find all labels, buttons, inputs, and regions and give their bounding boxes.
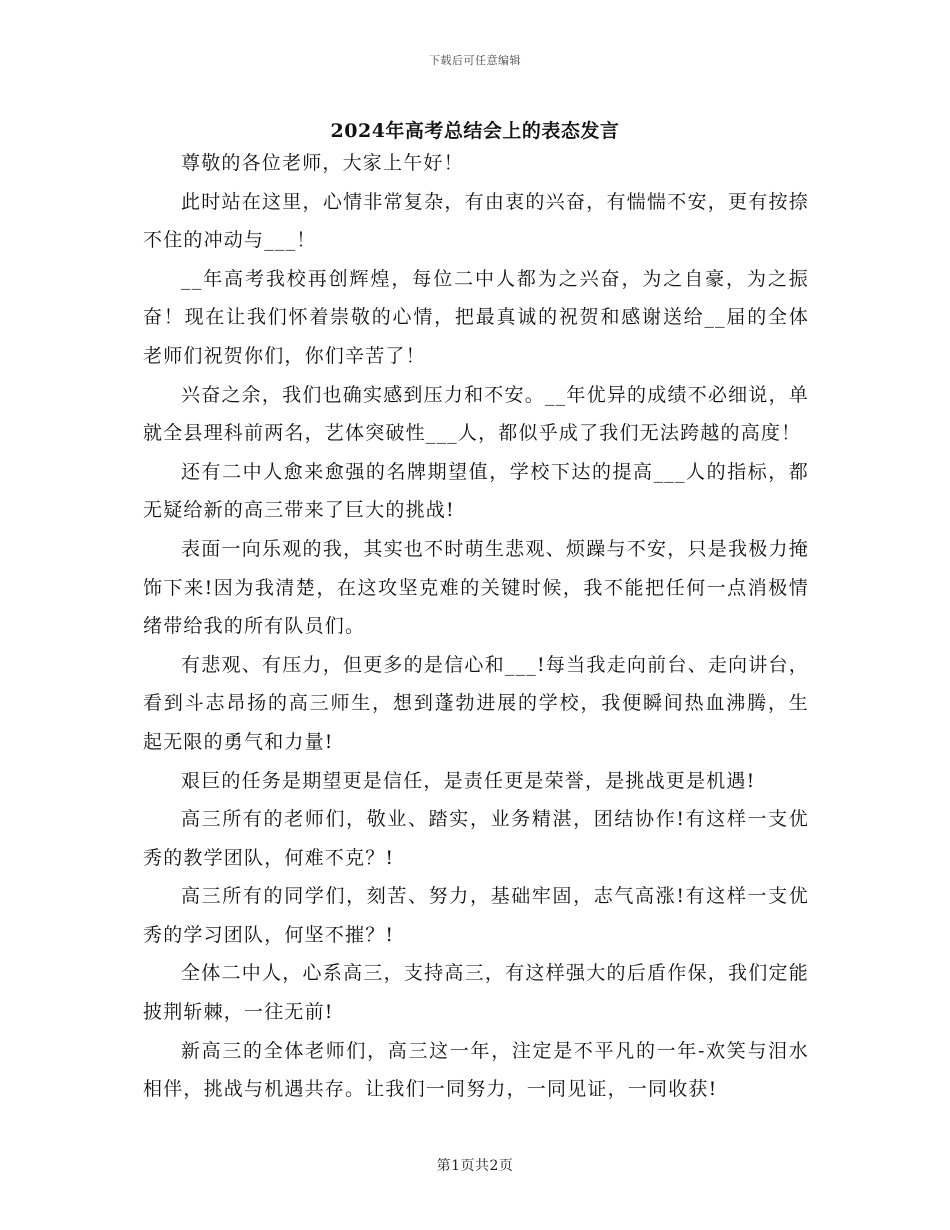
paragraph: 高三所有的老师们，敬业、踏实，业务精湛，团结协作!有这样一支优秀的教学团队，何难不克？! [143,808,809,869]
paragraph: __年高考我校再创辉煌，每位二中人都为之兴奋，为之自豪，为之振奋！现在让我们怀着崇敬的心情，把最真诚的祝贺和感谢送给__届的全体老师们祝贺你们，你们辛苦了！ [143,267,809,367]
paragraph: 此时站在这里，心情非常复杂，有由衷的兴奋，有惴惴不安，更有按捺不住的冲动与___！ [143,190,809,252]
paragraph: 新高三的全体老师们，高三这一年，注定是不平凡的一年-欢笑与泪水相伴，挑战与机遇共存。让我们一同努力，一同见证，一同收获! [143,1039,809,1101]
paragraph: 全体二中人，心系高三，支持高三，有这样强大的后盾作保，我们定能披荆斩棘，一往无前! [143,962,809,1024]
page-header-note: 下载后可任意编辑 [429,54,521,67]
page-number: 第1页共2页 [436,1158,514,1174]
paragraph-greeting: 尊敬的各位老师，大家上午好！ [181,152,464,174]
paragraph: 表面一向乐观的我，其实也不时萌生悲观、烦躁与不安，只是我极力掩饰下来!因为我清楚，在这攻坚克难的关键时候，我不能把任何一点消极情绪带给我的所有队员们。 [143,537,809,638]
paragraph: 艰巨的任务是期望更是信任，是责任更是荣誉，是挑战更是机遇! [181,769,756,792]
paragraph: 高三所有的同学们，刻苦、努力，基础牢固，志气高涨!有这样一支优秀的学习团队，何坚不摧？! [143,885,809,946]
document-body [143,144,809,1109]
document-title: 2024年高考总结会上的表态发言 [330,120,620,142]
paragraph: 还有二中人愈来愈强的名牌期望值，学校下达的提高___人的指标，都无疑给新的高三带来了巨大的挑战! [143,460,809,522]
paragraph: 有悲观、有压力，但更多的是信心和___!每当我走向前台、走向讲台，看到斗志昂扬的高三师生，想到蓬勃进展的学校，我便瞬间热血沸腾，生起无限的勇气和力量! [143,653,809,753]
paragraph: 兴奋之余，我们也确实感到压力和不安。__年优异的成绩不必细说，单就全县理科前两名，艺体突破性___人，都似乎成了我们无法跨越的高度！ [143,383,809,445]
